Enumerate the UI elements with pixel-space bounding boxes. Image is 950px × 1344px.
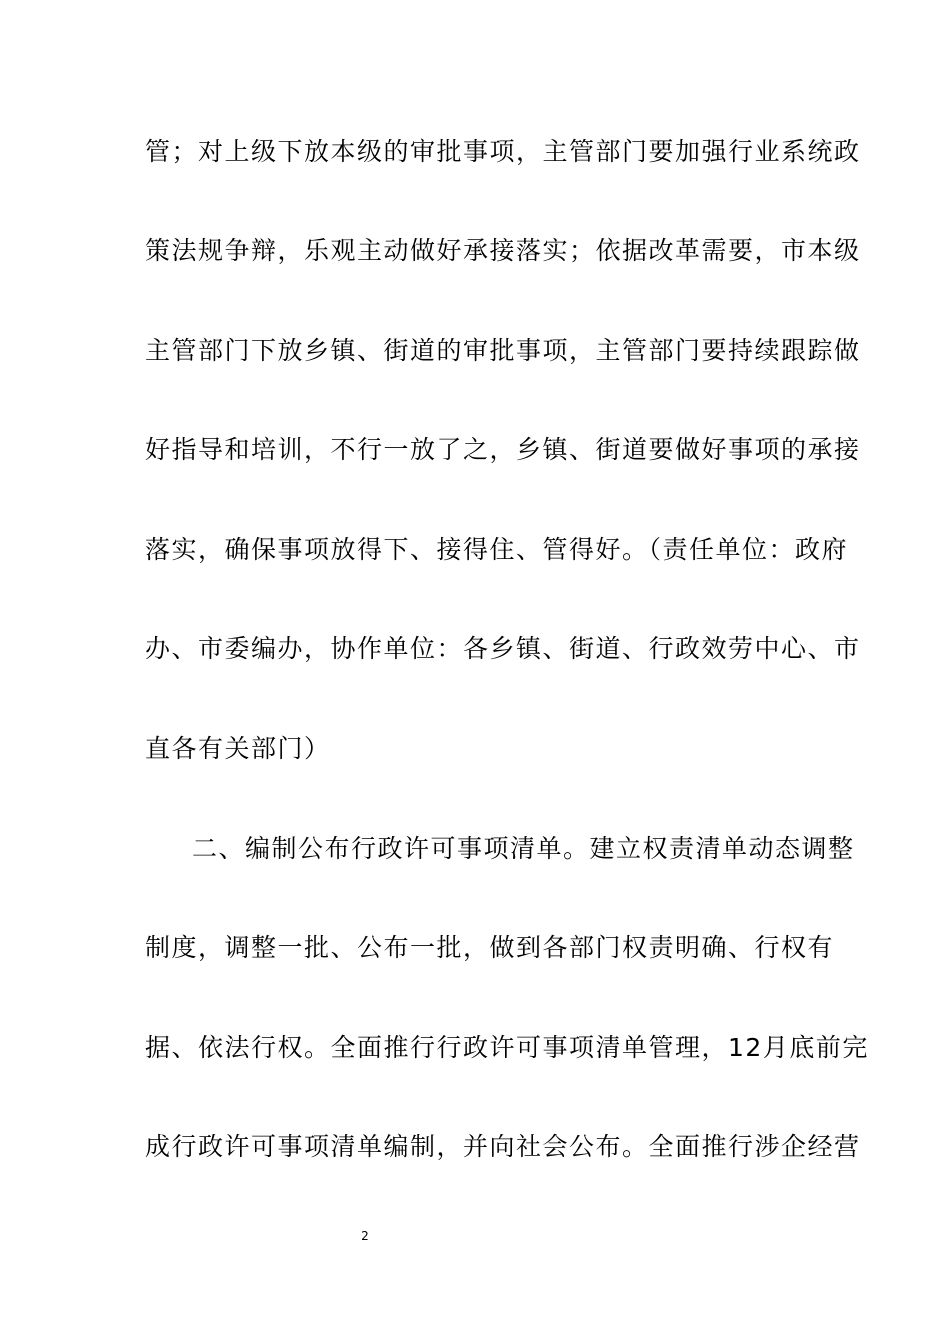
text-line: 主管部门下放乡镇、街道的审批事项，主管部门要持续跟踪做	[145, 336, 861, 365]
text-line: 好指导和培训，不行一放了之，乡镇、街道要做好事项的承接	[145, 435, 861, 464]
page-number: 2	[361, 1229, 369, 1243]
text-line: 直各有关部门）	[145, 734, 331, 763]
text-line: 制度，调整一批、公布一批，做到各部门权责明确、行权有	[145, 933, 835, 962]
text-line: 管；对上级下放本级的审批事项，主管部门要加强行业系统政	[145, 137, 861, 166]
text-line: 据、依法行权。全面推行行政许可事项清单管理，12月底前完	[145, 1033, 869, 1062]
text-line: 落实，确保事项放得下、接得住、管得好。（责任单位：政府	[145, 535, 849, 564]
text-line: 策法规争辩，乐观主动做好承接落实；依据改革需要，市本级	[145, 236, 861, 265]
text-line: 成行政许可事项清单编制，并向社会公布。全面推行涉企经营	[145, 1132, 861, 1161]
paragraph-start-line: 二、编制公布行政许可事项清单。建立权责清单动态调整	[192, 834, 855, 863]
text-line: 办、市委编办，协作单位：各乡镇、街道、行政效劳中心、市	[145, 634, 861, 663]
